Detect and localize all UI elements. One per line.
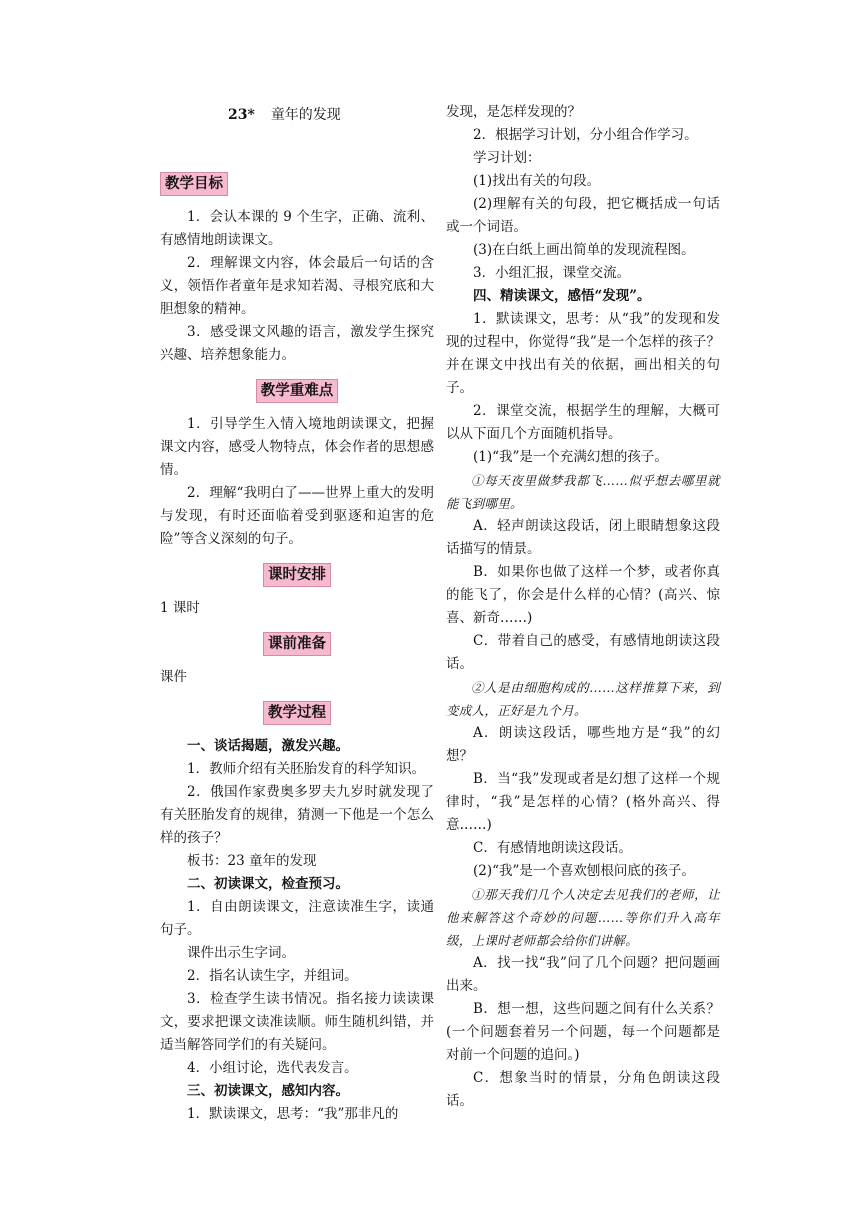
paragraph: 3．检查学生读书情况。指名接力读读课文，要求把课文读准读顺。师生随机纠错，并适当解答同学们的有关疑问。 <box>160 991 434 1053</box>
paragraph: C．想象当时的情景，分角色朗读这段话。 <box>446 1070 720 1109</box>
paragraph: ①那天我们几个人决定去见我们的老师，让他来解答这个奇妙的问题……等你们升入高年级，上课时老师都会给你们讲解。 <box>446 887 720 948</box>
lesson-number: 23* <box>228 107 255 123</box>
section-heading-label: 教学目标 <box>160 172 228 196</box>
section-heading-label: 教学重难点 <box>256 379 339 403</box>
section-heading-label: 课前准备 <box>263 632 331 656</box>
paragraph: 发现，是怎样发现的？ <box>446 104 581 120</box>
paragraph: (2)“我”是一个喜欢刨根问底的孩子。 <box>473 863 695 879</box>
section-heading <box>160 379 434 403</box>
step-heading: 三、初读课文，感知内容。 <box>187 1083 349 1099</box>
section-heading-label: 课时安排 <box>263 563 331 587</box>
lesson-title: 童年的发现 <box>270 107 341 123</box>
paragraph: C．带着自己的感受，有感情地朗读这段话。 <box>446 633 720 672</box>
paragraph: 课件出示生字词。 <box>187 945 295 961</box>
paragraph: 1．默读课文，思考：从“我”的发现和发现的过程中，你觉得“我”是一个怎样的孩子？并在课文中找出有关的依据，画出相关的句子。 <box>446 311 720 396</box>
paragraph: 1．引导学生入情入境地朗读课文，把握课文内容，感受人物特点，体会作者的思想感情。 <box>160 416 434 478</box>
paragraph: 课件 <box>160 669 187 685</box>
paragraph: ①每天夜里做梦我都飞……似乎想去哪里就能飞到哪里。 <box>446 473 720 511</box>
paragraph: (1)找出有关的句段。 <box>473 173 601 189</box>
paragraph: C．有感情地朗读这段话。 <box>473 840 632 856</box>
paragraph: (2)理解有关的句段，把它概括成一句话或一个词语。 <box>446 196 720 235</box>
paragraph: 1．教师介绍有关胚胎发育的科学知识。 <box>187 761 426 777</box>
step-heading: 四、精读课文，感悟“发现”。 <box>473 288 651 304</box>
paragraph: 2．指名认读生字，并组词。 <box>187 968 358 984</box>
page-title <box>228 104 341 124</box>
paragraph: A．朗读这段话，哪些地方是“我”的幻想？ <box>446 725 720 764</box>
paragraph: A．轻声朗读这段话，闭上眼睛想象这段话描写的情景。 <box>446 518 720 557</box>
paragraph: 1 课时 <box>160 600 200 616</box>
section-heading <box>160 563 434 587</box>
step-heading: 二、初读课文，检查预习。 <box>187 876 349 892</box>
section-heading <box>160 701 434 725</box>
paragraph: B．当“我”发现或者是幻想了这样一个规律时，“我”是怎样的心情？(格外高兴、得意……) <box>446 771 720 833</box>
paragraph: 1．会认本课的 9 个生字，正确、流利、有感情地朗读课文。 <box>160 209 434 248</box>
paragraph: 4．小组讨论，选代表发言。 <box>187 1060 358 1076</box>
paragraph: (1)“我”是一个充满幻想的孩子。 <box>473 449 668 465</box>
paragraph: ②人是由细胞构成的……这样推算下来，到变成人，正好是九个月。 <box>446 680 720 718</box>
paragraph: 2．课堂交流，根据学生的理解，大概可以从下面几个方面随机指导。 <box>446 403 720 442</box>
paragraph: 2．理解课文内容，体会最后一句话的含义，领悟作者童年是求知若渴、寻根究底和大胆想象的精神。 <box>160 255 434 317</box>
paragraph: (3)在白纸上画出简单的发现流程图。 <box>473 242 695 258</box>
paragraph: 3．感受课文风趣的语言，激发学生探究兴趣、培养想象能力。 <box>160 324 434 363</box>
paragraph: B．想一想，这些问题之间有什么关系？(一个问题套着另一个问题，每一个问题都是对前一个问题的追问。) <box>446 1001 720 1063</box>
section-heading <box>160 172 434 196</box>
section-heading <box>160 632 434 656</box>
paragraph: 板书：23 童年的发现 <box>187 853 317 869</box>
paragraph: 1．默读课文，思考：“我”那非凡的 <box>187 1106 399 1122</box>
paragraph: B．如果你也做了这样一个梦，或者你真的能飞了，你会是什么样的心情？(高兴、惊喜、新奇……) <box>446 564 720 626</box>
paragraph: A．找一找“我”问了几个问题？把问题画出来。 <box>446 955 720 994</box>
paragraph: 2．根据学习计划，分小组合作学习。 <box>473 127 698 143</box>
left-column <box>160 160 434 1126</box>
paragraph: 2．俄国作家费奥多罗夫九岁时就发现了有关胚胎发育的规律，猜测一下他是一个怎么样的孩子？ <box>160 784 434 846</box>
section-heading-label: 教学过程 <box>263 701 331 725</box>
step-heading: 一、谈话揭题，激发兴趣。 <box>187 738 349 754</box>
right-column <box>446 101 720 1113</box>
paragraph: 1．自由朗读课文，注意读准生字，读通句子。 <box>160 899 434 938</box>
paragraph: 3．小组汇报，课堂交流。 <box>473 265 631 281</box>
paragraph: 学习计划： <box>473 150 541 166</box>
paragraph: 2．理解“我明白了——世界上重大的发明与发现，有时还面临着受到驱逐和迫害的危险”等含义深刻的句子。 <box>160 485 434 547</box>
